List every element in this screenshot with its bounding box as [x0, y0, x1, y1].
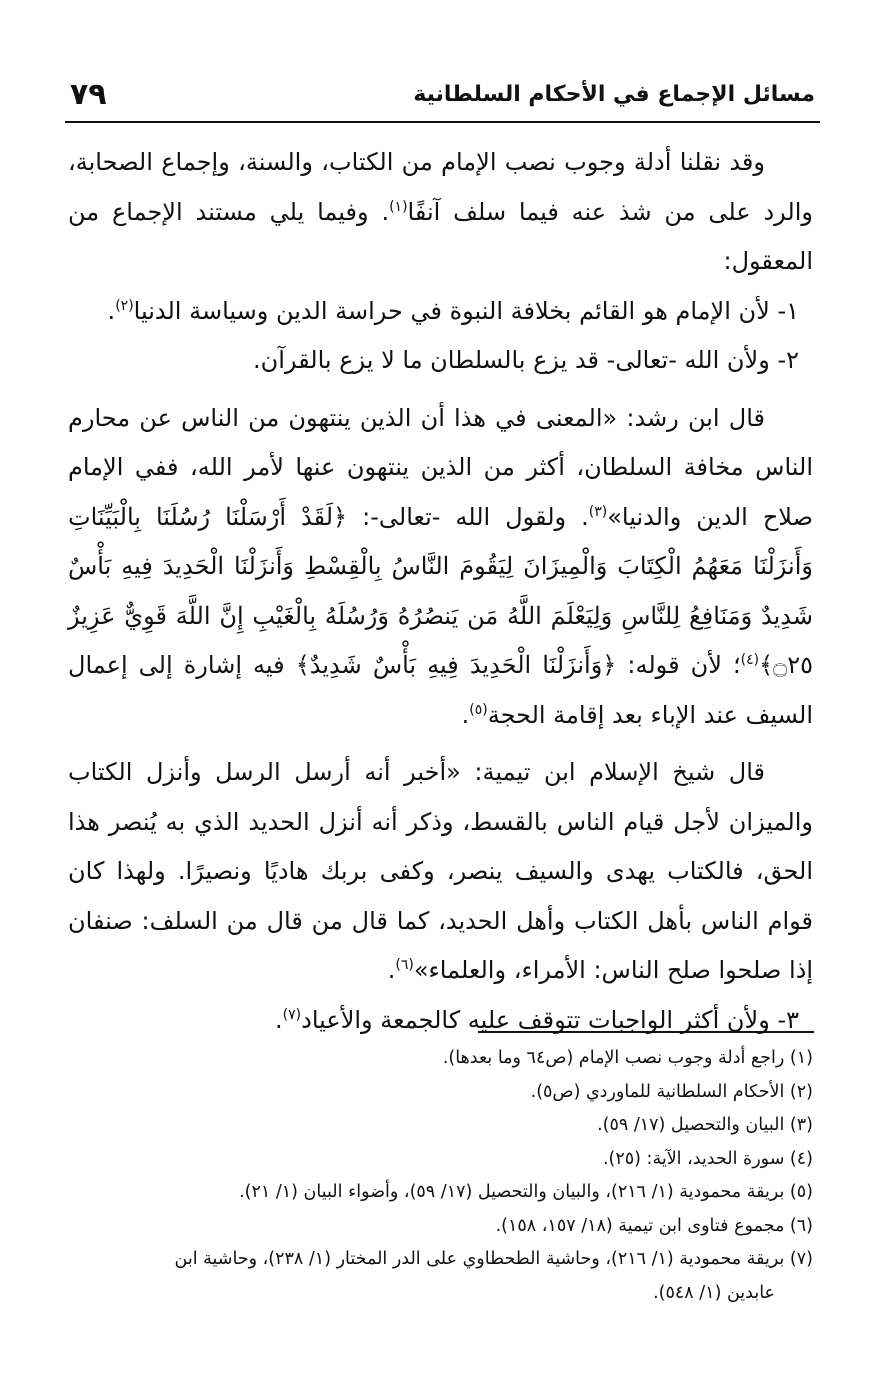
list-item-1-end: .: [107, 296, 116, 325]
footnote-ref-7: (٧): [282, 1006, 302, 1023]
footnote-7: (٧) بريقة محمودية (١/ ٢١٦)، وحاشية الطحطاوي على الدر المختار (١/ ٢٣٨)، وحاشية ابن: [174, 1249, 813, 1269]
footnote-5: (٥) بريقة محمودية (١/ ٢١٦)، والبيان والتحصيل (١٧/ ٥٩)، وأضواء البيان (١/ ٢١).: [239, 1182, 813, 1202]
footnote-ref-2: (٢): [115, 297, 134, 314]
footnote-rule: [478, 1031, 814, 1033]
list-item-3-text: ٣- ولأن أكثر الواجبات تتوقف عليه كالجمعة والأعياد: [301, 1005, 799, 1034]
ibn-taymiyya-quote: قال شيخ الإسلام ابن تيمية: «أخبر أنه أرسل الرسل وأنزل الكتاب والميزان لأجل قيام الناس بالقسط، وذكر أنه أنزل الحديد الذي به يُنصر هذا الحق، فالكتاب يهدى والسيف ينصر، وكفى بربك هاديًا ونصيرًا. ولهذا كان قوام الناس بأهل الكتاب وأهل الحديد، كما قال من قال من السلف: صنفان إذا صلحوا صلح الناس: الأمراء، والعلماء»: [68, 758, 813, 984]
footnote-ref-4: (٤): [740, 652, 760, 668]
list-item-2-text: ٢- ولأن الله -تعالى- قد يزع بالسلطان ما لا يزع بالقرآن.: [252, 346, 799, 374]
main-text: [68, 138, 813, 1045]
footnote-2: (٢) الأحكام السلطانية للماوردي (ص٥).: [530, 1081, 813, 1102]
ibn-rushd-end: .: [461, 700, 470, 729]
paragraph-ibn-rushd: [68, 394, 813, 741]
footnote-3: (٣) البيان والتحصيل (١٧/ ٥٩).: [597, 1115, 813, 1135]
quran-verse-hadid-25: ﴿لَقَدْ أَرْسَلْنَا رُسُلَنَا بِالْبَيِّنَاتِ وَأَنزَلْنَا مَعَهُمُ الْكِتَابَ وَالْمِيزَانَ لِيَقُومَ النَّاسُ بِالْقِسْطِ وَأَنزَلْنَا الْحَدِيدَ فِيهِ بَأْسٌ شَدِيدٌ وَمَنَافِعُ لِلنَّاسِ وَلِيَعْلَمَ اللَّهُ مَن يَنصُرُهُ وَرُسُلَهُ بِالْغَيْبِ إِنَّ اللَّهَ قَوِيٌّ عَزِيزٌ ۝٢٥﴾: [68, 502, 813, 679]
footnote-ref-5: (٥): [469, 701, 488, 718]
list-item-3: [68, 996, 813, 1046]
paragraph-intro: [68, 138, 813, 287]
page-header: [70, 70, 815, 118]
footnote-1: (١) راجع أدلة وجوب نصب الإمام (ص٦٤ وما بعدها).: [442, 1048, 813, 1068]
ibn-rushd-conclusion: فيه إشارة إلى إعمال السيف عند الإباء بعد إقامة الحجة: [68, 651, 813, 729]
footnote-ref-6: (٦): [395, 957, 414, 973]
footnote-4: (٤) سورة الحديد، الآية: (٢٥).: [602, 1148, 813, 1169]
footnote-6: (٦) مجموع فتاوى ابن تيمية (١٨/ ١٥٧، ١٥٨).: [495, 1215, 813, 1236]
paragraph-spacer: [68, 740, 813, 748]
footnotes: [68, 1042, 813, 1310]
paragraph-intro-text: وقد نقلنا أدلة وجوب نصب الإمام من الكتاب، والسنة، وإجماع الصحابة، والرد على من شذ عنه فيما سلف آنفًا: [68, 148, 813, 226]
list-item-2: [68, 336, 813, 386]
paragraph-intro-end: . وفيما يلي مستند الإجماع من المعقول:: [68, 197, 813, 275]
ibn-rushd-quote: قال ابن رشد: «المعنى في هذا أن الذين ينتهون من الناس عن محارم الناس مخافة السلطان، أكثر من الذين ينتهون عنها لأمر الله، ففي الإمام صلاح الدين والدنيا»: [68, 403, 814, 531]
list-item-1: [68, 287, 813, 337]
page-number: ٧٩: [70, 76, 107, 112]
paragraph-spacer: [68, 386, 813, 394]
list-item-1-text: ١- لأن الإمام هو القائم بخلافة النبوة في حراسة الدين وسياسة الدنيا: [133, 296, 799, 325]
footnote-7-continuation: عابدين (١/ ٥٤٨).: [653, 1282, 775, 1303]
footnote-ref-1: (١): [389, 198, 408, 215]
quran-verse-excerpt: ﴿وَأَنزَلْنَا الْحَدِيدَ فِيهِ بَأْسٌ شَدِيدٌ﴾: [295, 651, 617, 679]
header-rule: [65, 121, 820, 123]
footnote-ref-3: (٣): [588, 503, 608, 520]
running-title: مسائل الإجماع في الأحكام السلطانية: [413, 81, 815, 107]
list-item-3-end: .: [275, 1005, 283, 1034]
ibn-taymiyya-end: .: [387, 956, 396, 984]
ibn-rushd-reason: ؛ لأن قوله:: [616, 651, 741, 679]
ibn-rushd-connector: . ولقول الله -تعالى-:: [347, 502, 589, 531]
paragraph-ibn-taymiyya: [68, 748, 813, 996]
